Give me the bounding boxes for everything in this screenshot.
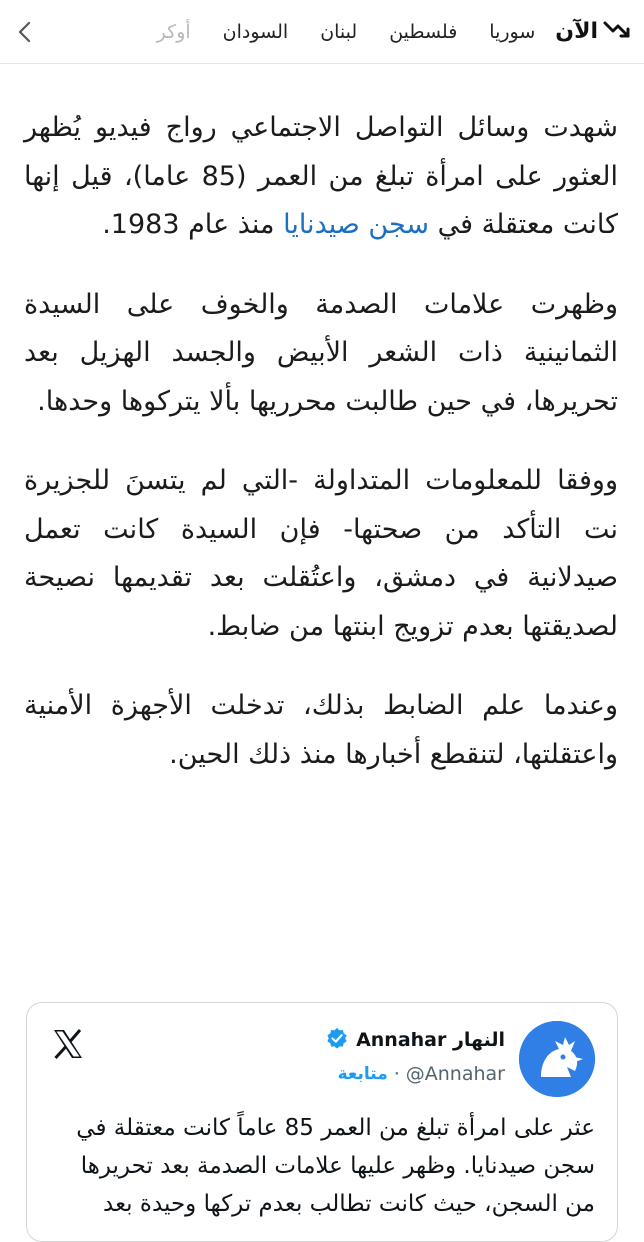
trending-up-icon	[604, 20, 630, 44]
article-paragraph: وعندما علم الضابط بذلك، تدخلت الأجهزة الأمنية واعتقلتها، لتنقطع أخبارها منذ ذلك الحين.	[24, 690, 618, 770]
nav-now-label: الآن	[555, 19, 598, 44]
chevron-left-icon[interactable]	[8, 15, 42, 49]
verified-badge-icon	[326, 1027, 348, 1053]
article-paragraph: وظهرت علامات الصدمة والخوف على السيدة الثمانينية ذات الشعر الأبيض والجسد الهزيل بعد تحريرها، في حين طالبت محرريها بألا يتركوها وحدها.	[24, 288, 618, 417]
tweet-text: عثر على امرأة تبلغ من العمر 85 عاماً كانت معتقلة في سجن صيدنايا. وظهر عليها علامات الصدمة بعد تحريرها من السجن، حيث كانت تطالب بعدم تركها وحيدة بعد	[76, 1115, 595, 1217]
article-body	[24, 104, 618, 810]
nav-item-sudan[interactable]: السودان	[222, 20, 289, 43]
annahar-rooster-logo[interactable]	[519, 1021, 595, 1097]
nav-item-syria[interactable]: سوريا	[489, 20, 536, 43]
tweet-author-name: النهار Annahar	[356, 1029, 505, 1051]
nav-item-ukraine[interactable]: أوكر	[156, 20, 191, 43]
embedded-tweet[interactable]	[26, 1002, 618, 1242]
x-logo-icon[interactable]	[51, 1027, 85, 1061]
nav-items	[42, 21, 535, 43]
tweet-handle-row	[338, 1063, 505, 1085]
follow-button[interactable]: متابعة	[337, 1064, 388, 1084]
nav-item-lebanon[interactable]: لبنان	[320, 20, 358, 43]
article-paragraph: ووفقا للمعلومات المتداولة -التي لم يتسنَ للجزيرة نت التأكد من صحتها- فإن السيدة كانت تعمل صيدلانية في دمشق، واعتُقلت بعد تقديمها نصيحة لصديقتها بعدم تزويج ابنتها من ضابط.	[24, 465, 618, 642]
nav-now[interactable]	[555, 19, 630, 44]
separator-dot: ·	[393, 1063, 400, 1085]
paragraph-text: شهدت وسائل التواصل الاجتماعي رواج فيديو يُظهر العثور على امرأة تبلغ من العمر (85 عاما)، قيل إنها كانت معتقلة في	[24, 112, 618, 240]
nav-item-palestine[interactable]: فلسطين	[389, 20, 458, 43]
top-nav	[0, 0, 644, 64]
saydnaya-prison-link[interactable]: سجن صيدنايا	[283, 209, 430, 240]
paragraph-text: منذ عام 1983.	[102, 209, 284, 240]
tweet-handle[interactable]: @Annahar	[405, 1063, 505, 1085]
tweet-author[interactable]	[326, 1027, 505, 1053]
article-paragraph	[24, 104, 618, 250]
